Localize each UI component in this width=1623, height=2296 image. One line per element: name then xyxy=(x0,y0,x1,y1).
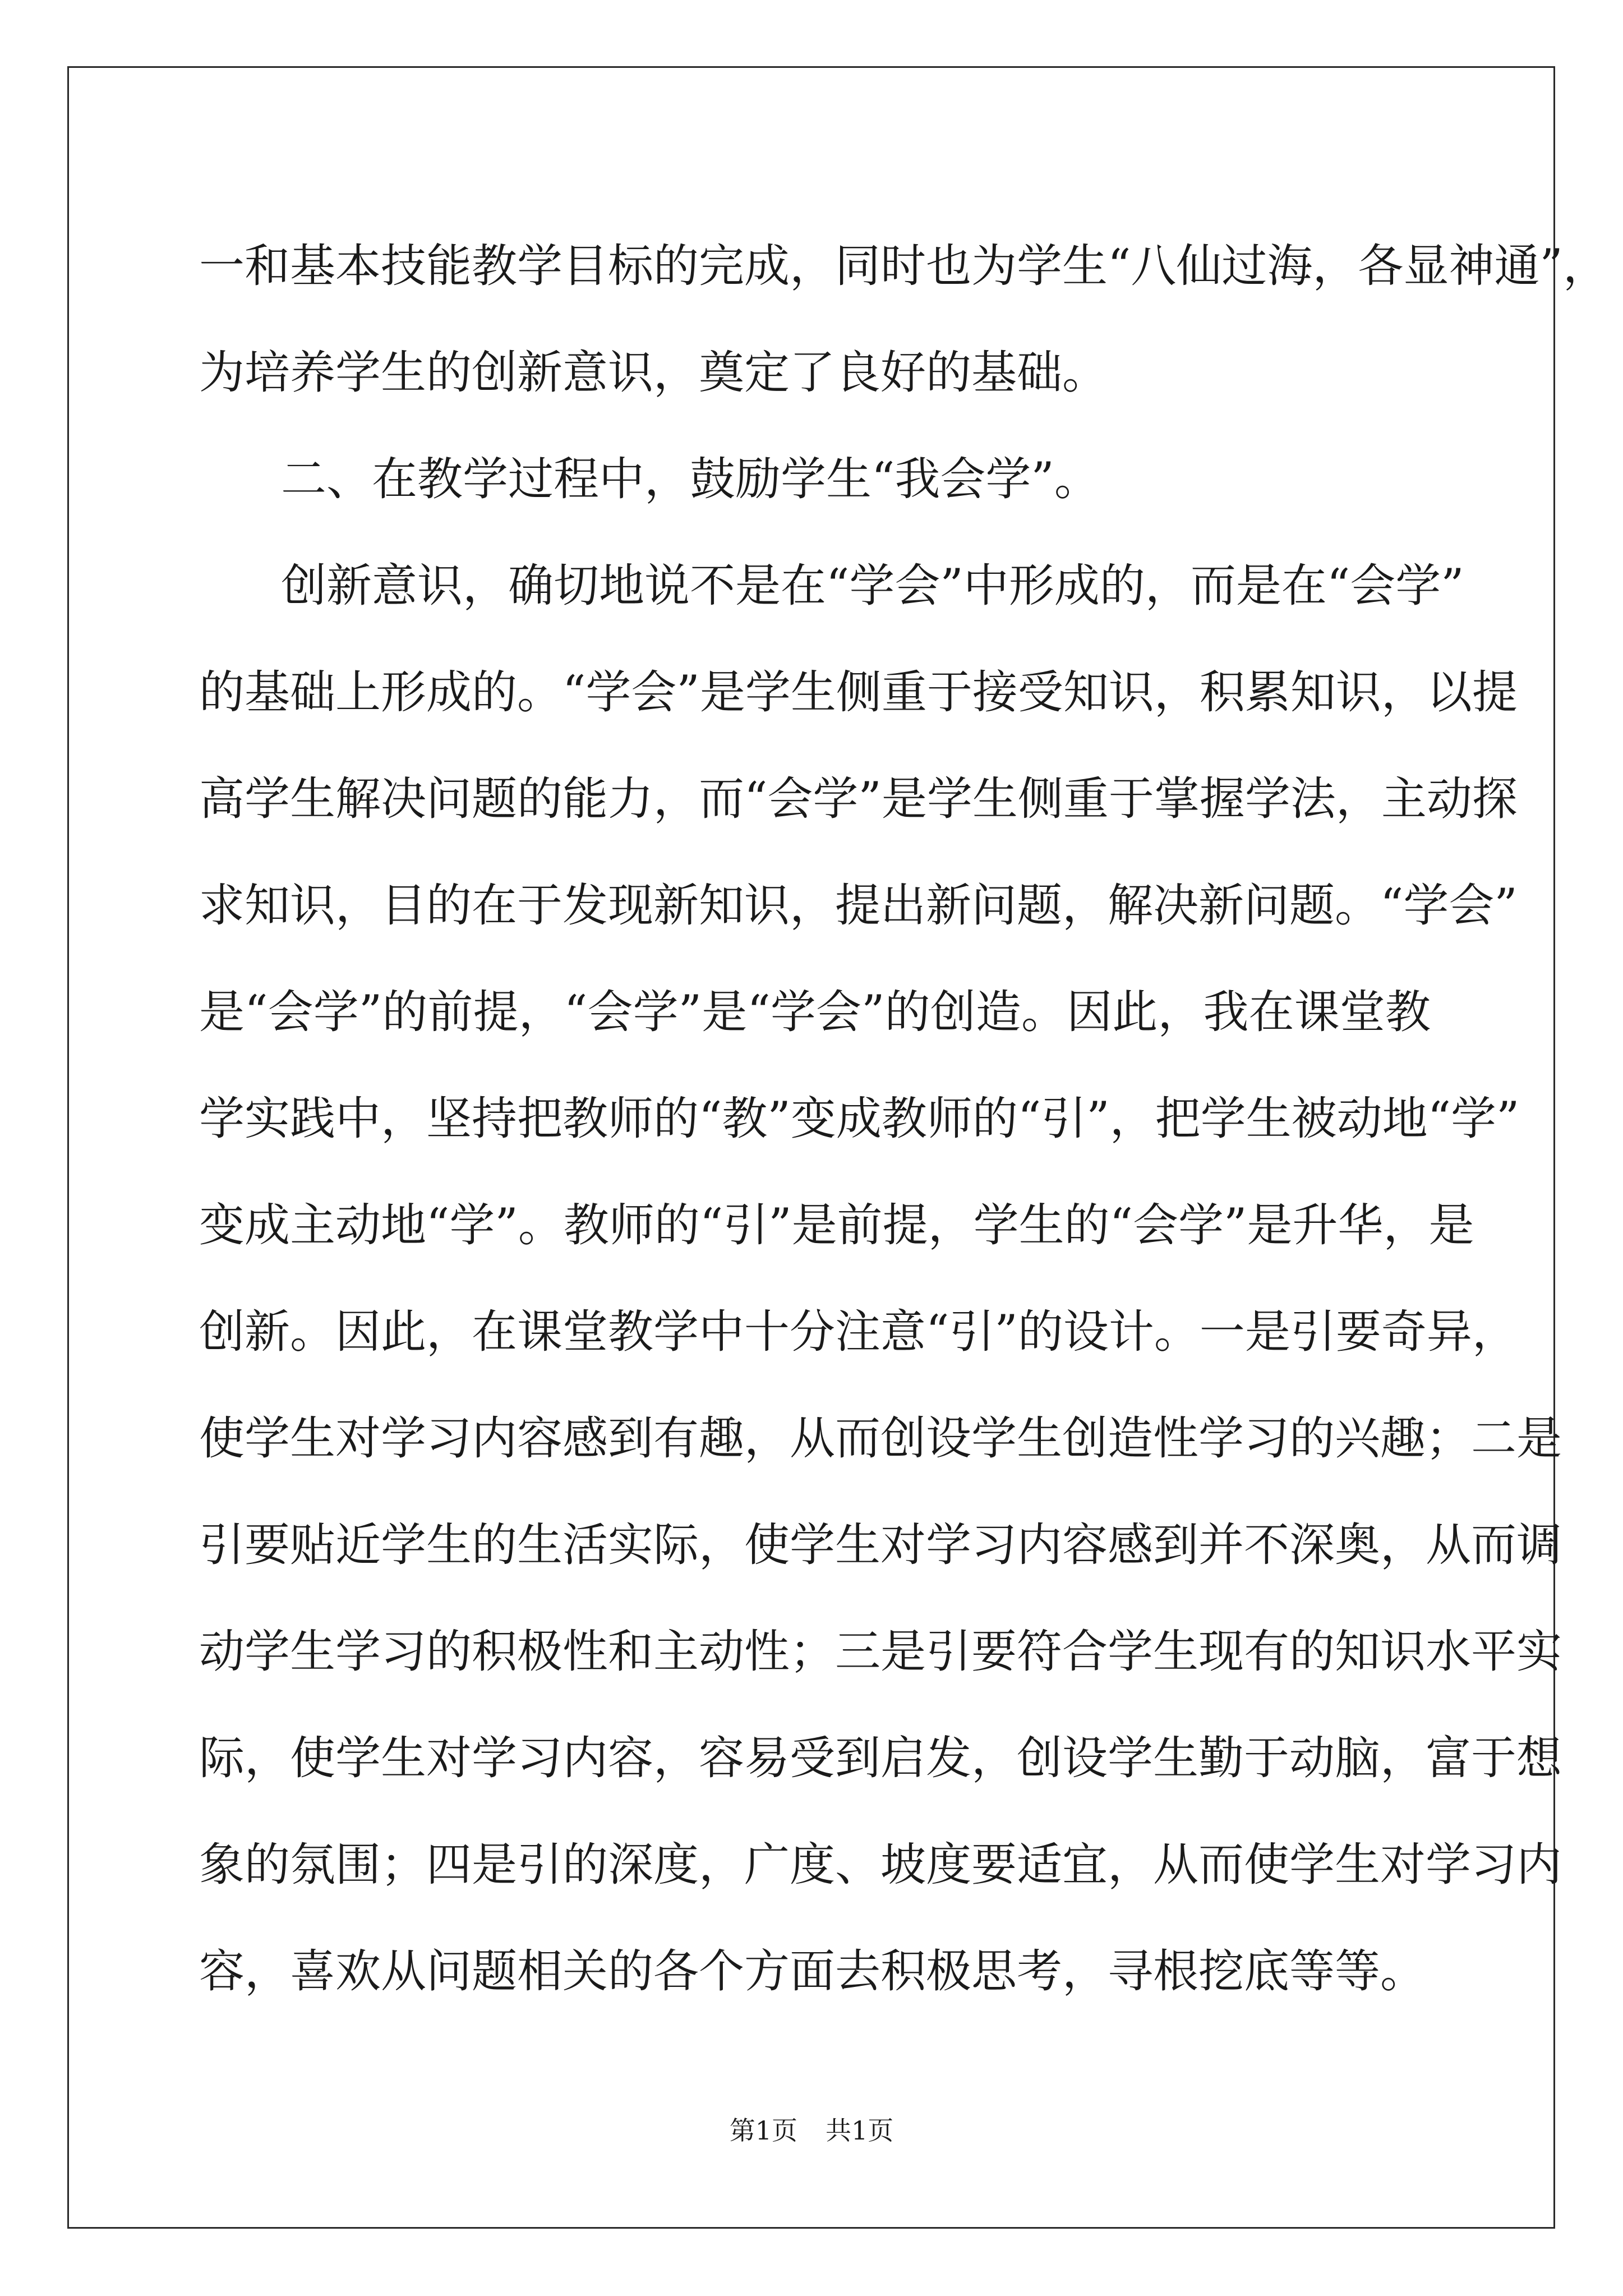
text-line: 为培养学生的创新意识，奠定了良好的基础。 xyxy=(199,347,1108,399)
document-body xyxy=(199,213,1608,2025)
text-line: 的基础上形成的。“学会”是学生侧重于接受知识，积累知识，以提 xyxy=(199,666,1518,719)
text-line: 使学生对学习内容感到有趣，从而创设学生创造性学习的兴趣；二是 xyxy=(199,1412,1562,1465)
page-footer xyxy=(0,2114,1623,2147)
text-line: 创新。因此，在课堂教学中十分注意“引”的设计。一是引要奇异， xyxy=(199,1306,1518,1359)
text-line: 学实践中，坚持把教师的“教”变成教师的“引”，把学生被动地“学” xyxy=(199,1093,1520,1145)
text-line: 一和基本技能教学目标的完成，同时也为学生“八仙过海，各显神通”， xyxy=(199,240,1608,293)
text-line: 求知识，目的在于发现新知识，提出新问题，解决新问题。“学会” xyxy=(199,880,1518,932)
section-heading: 二、在教学过程中，鼓励学生“我会学”。 xyxy=(281,453,1100,506)
text-line: 际，使学生对学习内容，容易受到启发，创设学生勤于动脑，富于想 xyxy=(199,1732,1562,1785)
page-number-current: 第1页 xyxy=(729,2115,797,2146)
text-line: 变成主动地“学”。教师的“引”是前提，学生的“会学”是升华，是 xyxy=(199,1199,1474,1252)
text-line: 高学生解决问题的能力，而“会学”是学生侧重于掌握学法，主动探 xyxy=(199,773,1518,826)
page-number-total: 共1页 xyxy=(826,2115,894,2146)
text-line: 容，喜欢从问题相关的各个方面去积极思考，寻根挖底等等。 xyxy=(199,1945,1426,1998)
text-line: 是“会学”的前提，“会学”是“学会”的创造。因此，我在课堂教 xyxy=(199,986,1431,1039)
text-line: 象的氛围；四是引的深度，广度、坡度要适宜，从而使学生对学习内 xyxy=(199,1839,1562,1892)
text-line: 引要贴近学生的生活实际，使学生对学习内容感到并不深奥，从而调 xyxy=(199,1519,1562,1572)
text-line: 创新意识，确切地说不是在“学会”中形成的，而是在“会学” xyxy=(281,560,1464,613)
text-line: 动学生学习的积极性和主动性；三是引要符合学生现有的知识水平实 xyxy=(199,1626,1562,1678)
